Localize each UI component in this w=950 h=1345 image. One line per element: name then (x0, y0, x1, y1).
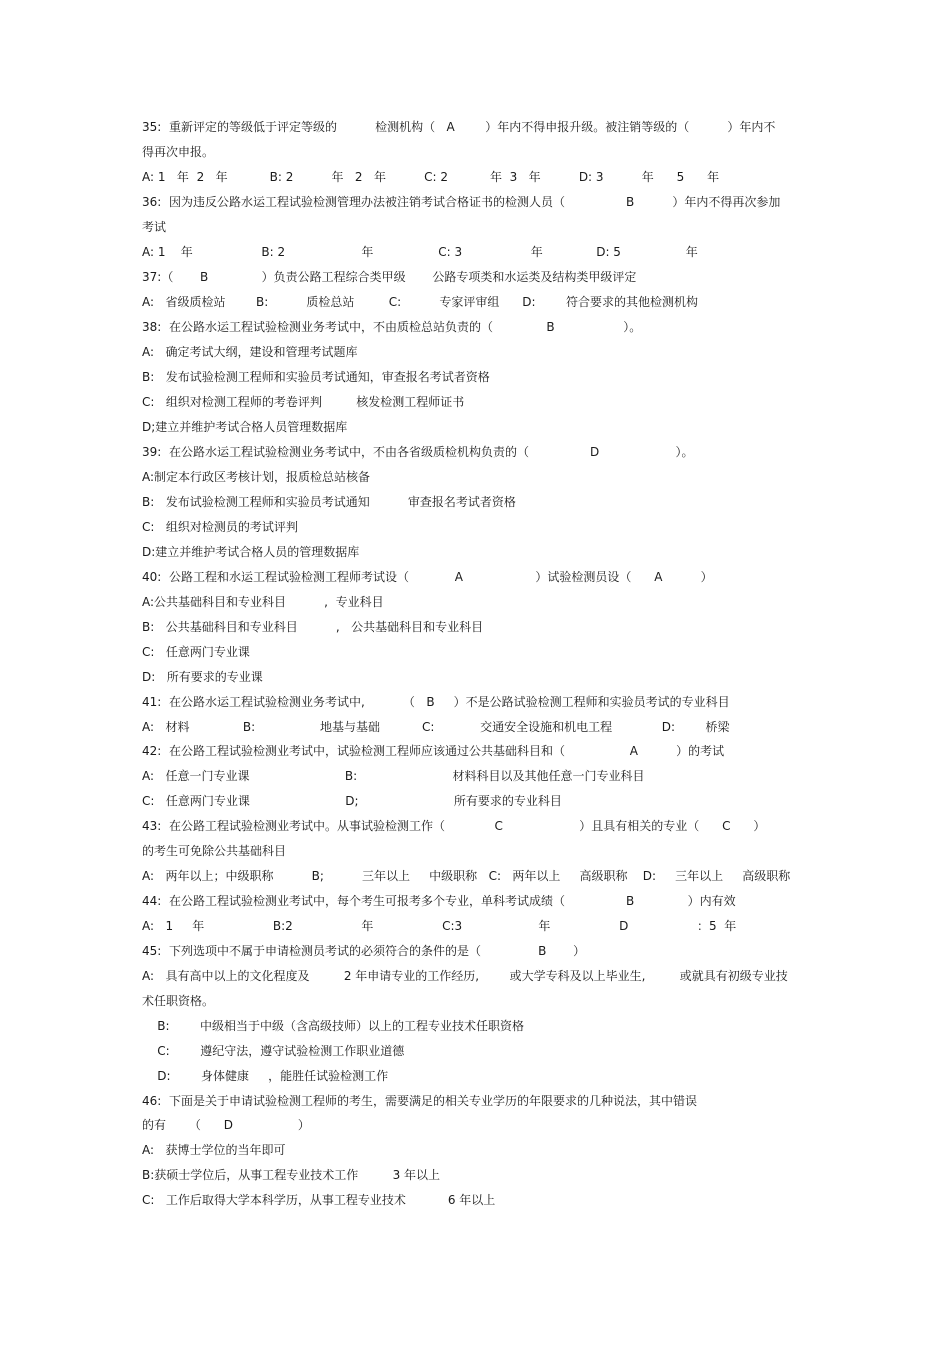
question-43-text-cont: 的考生可免除公共基础科目 (142, 844, 287, 858)
question-38-text: 38: 在公路水运工程试验检测业务考试中，不由质检总站负责的（ B ）。 (142, 320, 642, 334)
question-39-option-a: A:制定本行政区考核计划，报质检总站核备 (142, 470, 371, 484)
question-42-text: 42: 在公路工程试验检测业考试中，试验检测工程师应该通过公共基础科目和（ A ）的考试 (142, 744, 725, 758)
question-44-options: A: 1 年 B:2 年 C:3 年 D ：5 年 (142, 919, 737, 933)
question-36-options: A: 1 年 B: 2 年 C: 3 年 D: 5 年 (142, 245, 698, 259)
question-40-option-c: C: 任意两门专业课 (142, 645, 250, 659)
question-40-option-a: A:公共基础科目和专业科目 , 专业科目 (142, 595, 384, 609)
question-46-text-cont: 的有 （ D ） (142, 1118, 310, 1132)
question-39-option-c: C: 组织对检测员的考试评判 (142, 520, 298, 534)
question-35-text-cont: 得再次申报。 (142, 145, 215, 159)
question-44-text: 44: 在公路工程试验检测业考试中，每个考生可报考多个专业，单科考试成绩（ B ）内有效 (142, 894, 736, 908)
question-42-options-cd: C: 任意两门专业课 D; 所有要求的专业科目 (142, 794, 562, 808)
question-46-option-a: A: 获博士学位的当年即可 (142, 1143, 286, 1157)
question-39-text: 39: 在公路水运工程试验检测业务考试中，不由各省级质检机构负责的（ D ）。 (142, 445, 694, 459)
question-42-options-ab: A: 任意一门专业课 B: 材料科目以及其他任意一门专业科目 (142, 769, 645, 783)
question-45-option-d: D: 身体健康 ，能胜任试验检测工作 (142, 1069, 389, 1083)
question-41-options: A: 材料 B: 地基与基础 C: 交通安全设施和机电工程 D: 桥梁 (142, 720, 730, 734)
question-38-option-b: B: 发布试验检测工程师和实验员考试通知，审查报名考试者资格 (142, 370, 490, 384)
question-45-text: 45: 下列选项中不属于申请检测员考试的必须符合的条件的是（ B ） (142, 944, 586, 958)
question-46-text: 46: 下面是关于申请试验检测工程师的考生，需要满足的相关专业学历的年限要求的几种说法，其中错误 (142, 1094, 697, 1108)
question-43-text: 43: 在公路工程试验检测业考试中。从事试验检测工作（ C ）且具有相关的专业（ C ） (142, 819, 766, 833)
question-45-option-a: A: 具有高中以上的文化程度及 2 年申请专业的工作经历, 或大学专科及以上毕业生, 或就具有初级专业技 (142, 969, 788, 983)
question-40-text: 40: 公路工程和水运工程试验检测工程师考试设（ A ）试验检测员设（ A ） (142, 570, 713, 584)
question-39-option-d: D:建立并维护考试合格人员的管理数据库 (142, 545, 360, 559)
question-45-option-b: B: 中级相当于中级（含高级技师）以上的工程专业技术任职资格 (142, 1019, 525, 1033)
question-41-text: 41: 在公路水运工程试验检测业务考试中, （ B ）不是公路试验检测工程师和实验员考试的专业科目 (142, 695, 730, 709)
question-45-option-a-cont: 术任职资格。 (142, 994, 215, 1008)
question-39-option-b: B: 发布试验检测工程师和实验员考试通知 审查报名考试者资格 (142, 495, 516, 509)
question-46-option-c: C: 工作后取得大学本科学历，从事工程专业技术 6 年以上 (142, 1193, 496, 1207)
question-45-option-c: C: 遵纪守法，遵守试验检测工作职业道德 (142, 1044, 405, 1058)
question-46-option-b: B:获硕士学位后，从事工程专业技术工作 3 年以上 (142, 1168, 441, 1182)
question-37-text: 37:（ B ）负责公路工程综合类甲级 公路专项类和水运类及结构类甲级评定 (142, 270, 637, 284)
question-43-options: A: 两年以上；中级职称 B; 三年以上 中级职称 C: 两年以上 高级职称 D: 三年以上 高级职称 (142, 869, 791, 883)
question-38-option-c: C: 组织对检测工程师的考卷评判 核发检测工程师证书 (142, 395, 465, 409)
question-38-option-a: A: 确定考试大纲，建设和管理考试题库 (142, 345, 358, 359)
question-40-option-b: B: 公共基础科目和专业科目 , 公共基础科目和专业科目 (142, 620, 484, 634)
question-35-options: A: 1 年 2 年 B: 2 年 2 年 C: 2 年 3 年 D: 3 年 5 年 (142, 170, 720, 184)
question-37-options: A: 省级质检站 B: 质检总站 C: 专家评审组 D: 符合要求的其他检测机构 (142, 295, 699, 309)
question-36-text: 36: 因为违反公路水运工程试验检测管理办法被注销考试合格证书的检测人员（ B ）年内不得再次参加 (142, 195, 781, 209)
question-40-option-d: D: 所有要求的专业课 (142, 670, 263, 684)
question-36-text-cont: 考试 (142, 220, 167, 234)
question-38-option-d: D;建立并维护考试合格人员管理数据库 (142, 420, 348, 434)
question-35-text: 35: 重新评定的等级低于评定等级的 检测机构（ A ）年内不得申报升级。被注销等级的（ ）年内不 (142, 120, 776, 134)
